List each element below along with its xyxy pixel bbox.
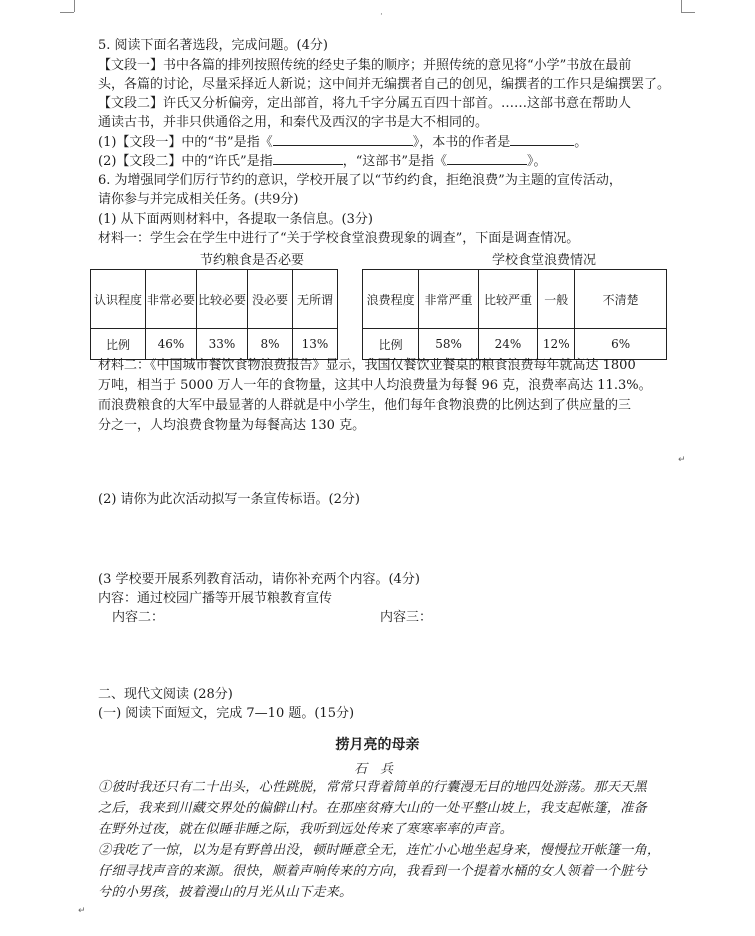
q5-sub2 (98, 152, 547, 171)
table-header-cell: 浪费程度 (363, 270, 419, 329)
q6-heading: 6. 为增强同学们厉行节约的意识，学校开展了以“节约约食，拒绝浪费”为主题的宣传活动， (98, 173, 622, 188)
table-header-cell: 比较必要 (197, 270, 248, 329)
table-cell: 13% (293, 329, 338, 360)
section2-sub-heading: (一) 阅读下面短文，完成 7—10 题。(15分) (98, 706, 355, 721)
q5-sub2-blank-book[interactable] (447, 152, 527, 165)
table-row (91, 329, 338, 360)
table-header-cell: 一般 (538, 270, 575, 329)
q5-sub2-text-b: ，“这部书”是指《 (342, 154, 448, 169)
q6-material2-line1: 材料二：《中国城市餐饮食物浪费报告》显示，我国仅餐饮业餐桌的粮食浪费每年就高达 1800 (98, 358, 636, 373)
table-cell: 比例 (91, 329, 146, 360)
q6-sub1: (1) 从下面两则材料中，各提取一条信息。(3分) (98, 212, 373, 227)
table-header-cell: 没必要 (248, 270, 293, 329)
table-row (363, 270, 667, 329)
q5-para2-line1: 【文段二】许氏又分析偏旁，定出部首，将九千字分属五百四十部首。……这部书意在帮助人 (98, 96, 632, 111)
story-para2-line1: ②我吃了一惊，以为是有野兽出没，顿时睡意全无，连忙小心地坐起身来，慢慢拉开帐篷一角， (98, 843, 661, 858)
story-para1-line3: 在野外过夜，就在似睡非睡之际，我听到远处传来了寒寒率率的声音。 (98, 822, 514, 837)
q5-sub1-text-c: 。 (574, 135, 588, 150)
table2-caption: 学校食堂浪费情况 (492, 253, 597, 268)
q5-para1-line1: 【文段一】书中各篇的排列按照传统的经史子集的顺序；并照传统的意见将“小学”书放在最前 (98, 58, 632, 73)
q6-content3-label: 内容三： (380, 610, 433, 625)
q6-material1: 材料一：学生会在学生中进行了“关于学校食堂浪费现象的调查”，下面是调查情况。 (98, 231, 580, 246)
q6-material2-line2: 万吨，相当于 5000 万人一年的食物量，这其中人均浪费量为每餐 96 克，浪费率高达 11.3%。 (98, 378, 652, 393)
section2-heading: 二、现代文阅读 (28分) (98, 687, 233, 702)
q5-sub1-text-a: (1)【文段一】中的“书”是指《 (98, 135, 273, 150)
crop-mark-top-right-h (681, 12, 695, 13)
survey-table-necessity (90, 269, 338, 360)
q5-sub2-blank-person[interactable] (273, 152, 343, 165)
table-header-cell: 认识程度 (91, 270, 146, 329)
q5-sub2-text-c: 》。 (527, 154, 547, 169)
story-para2-line2: 仔细寻找声音的来源。很快，顺着声响传来的方向，我看到一个提着水桶的女人领着一个脏兮 (98, 864, 647, 879)
table-header-cell: 不清楚 (575, 270, 667, 329)
crop-mark-top-left-h (60, 12, 74, 13)
dot-mark: · (380, 10, 383, 20)
table-cell: 6% (575, 329, 667, 360)
table-cell: 58% (419, 329, 478, 360)
table-cell: 24% (478, 329, 537, 360)
story-para2-line3: 兮的小男孩，披着漫山的月光从山下走来。 (98, 885, 353, 900)
table1-caption: 节约粮食是否必要 (200, 253, 305, 268)
q5-sub2-text-a: (2)【文段二】中的“许氏”是指 (98, 154, 273, 169)
table-cell: 12% (538, 329, 575, 360)
q5-sub1-blank-book[interactable] (273, 133, 413, 146)
return-mark-bottom: ↵ (78, 906, 86, 916)
table-header-cell: 无所谓 (293, 270, 338, 329)
table-row (363, 329, 667, 360)
q6-heading-line2: 请你参与并完成相关任务。(共9分) (98, 192, 299, 207)
crop-mark-top-left (74, 0, 75, 12)
q5-para2-line2: 通读古书，并非只供通俗之用，和秦代及西汉的字书是大不相同的。 (98, 115, 489, 130)
q6-content2-label: 内容二： (112, 610, 165, 625)
table-cell: 46% (146, 329, 197, 360)
survey-table-waste (362, 269, 667, 360)
table-header-cell: 非常严重 (419, 270, 478, 329)
story-author: 石 兵 (354, 762, 394, 777)
q5-sub1-text-b: 》，本书的作者是 (412, 135, 511, 150)
q6-sub2: (2) 请你为此次活动拟写一条宣传标语。(2分) (98, 492, 360, 507)
q6-sub3: (3 学校要开展系列教育活动，请你补充两个内容。(4分) (98, 572, 420, 587)
table-row (91, 270, 338, 329)
q6-content1: 内容：通过校园广播等开展节粮教育宣传 (98, 591, 333, 606)
q5-sub1-blank-author[interactable] (510, 133, 574, 146)
story-para1-line1: ①彼时我还只有二十出头，心性跳脱，常常只背着简单的行囊漫无目的地四处游荡。那天天黑 (98, 780, 647, 795)
story-title: 捞月亮的母亲 (335, 737, 420, 753)
q5-sub1 (98, 133, 587, 152)
table-cell: 33% (197, 329, 248, 360)
crop-mark-top-right (681, 0, 682, 12)
q6-material2-line4: 分之一，人均浪费食物量为每餐高达 130 克。 (98, 418, 366, 433)
q5-para1-line2: 头，各篇的讨论，尽量采择近人新说；这中间并无编撰者自己的创见，编撰者的工作只是编撰罢了。 (98, 77, 671, 92)
table-cell: 8% (248, 329, 293, 360)
table-cell: 比例 (363, 329, 419, 360)
return-mark: ↵ (678, 455, 686, 465)
story-para1-line2: 之后，我来到川藏交界处的偏僻山村。在那座贫瘠大山的一处平整山坡上，我支起帐篷，准备 (98, 801, 647, 816)
table-header-cell: 非常必要 (146, 270, 197, 329)
q6-material2-line3: 而浪费粮食的大军中最显著的人群就是中小学生，他们每年食物浪费的比例达到了供应量的三 (98, 398, 632, 413)
table-header-cell: 比较严重 (478, 270, 537, 329)
q5-heading: 5. 阅读下面名著选段，完成问题。(4分) (98, 38, 328, 53)
